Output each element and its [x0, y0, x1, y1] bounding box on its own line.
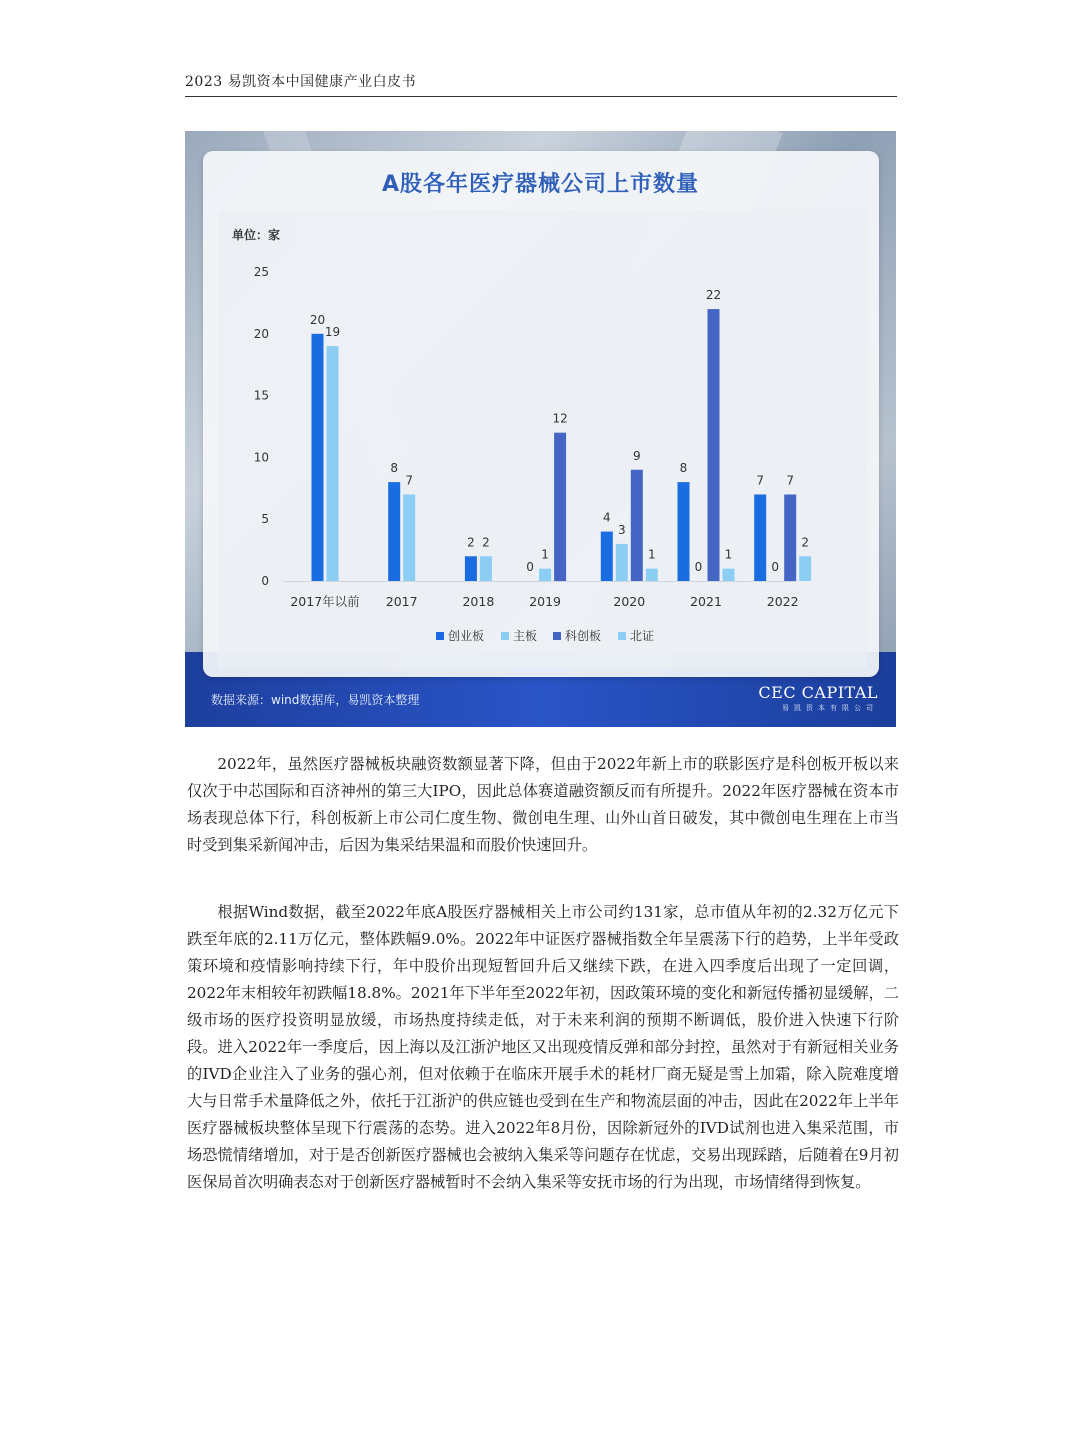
data-label: 2	[801, 535, 810, 550]
bar-科创板	[708, 309, 720, 581]
data-label: 7	[756, 473, 765, 488]
page-header	[185, 72, 897, 97]
bar-科创板	[784, 494, 796, 581]
data-label: 7	[786, 473, 795, 488]
bar-科创板	[554, 433, 566, 581]
y-tick-label: 5	[261, 512, 269, 527]
data-source: 数据来源：wind数据库，易凯资本整理	[211, 693, 420, 707]
x-tick-label: 2022	[766, 594, 799, 609]
data-label: 0	[526, 560, 534, 574]
data-label: 0	[694, 560, 703, 574]
unit-label: 单位：家	[232, 228, 281, 242]
bar-创业板	[678, 482, 690, 581]
data-label: 2	[467, 535, 475, 550]
legend-label: 创业板	[448, 629, 485, 643]
bar-北证	[799, 556, 811, 581]
bar-主板	[480, 556, 492, 581]
data-label: 7	[405, 473, 414, 488]
data-label: 4	[602, 510, 611, 525]
data-label: 12	[552, 411, 568, 426]
data-label: 19	[324, 325, 341, 340]
bar-主板	[403, 494, 415, 581]
bar-主板	[616, 544, 628, 581]
x-tick-label: 2017年以前	[290, 594, 360, 609]
data-label: 8	[390, 461, 399, 476]
chart-figure	[185, 131, 896, 727]
y-tick-label: 0	[261, 574, 269, 588]
bar-创业板	[312, 334, 324, 581]
data-label: 1	[724, 547, 733, 562]
y-tick-label: 10	[253, 450, 269, 465]
legend-label: 主板	[513, 629, 538, 643]
legend-label: 北证	[630, 629, 655, 643]
x-tick-label: 2017	[385, 594, 418, 609]
legend-swatch	[553, 632, 561, 640]
legend-swatch	[618, 632, 626, 640]
legend-swatch	[501, 632, 509, 640]
y-tick-label: 20	[253, 326, 269, 341]
bar-chart	[185, 131, 896, 727]
data-label: 3	[617, 522, 626, 537]
legend-label: 科创板	[565, 629, 602, 643]
legend-swatch	[436, 632, 444, 640]
x-tick-label: 2018	[462, 594, 495, 609]
x-tick-label: 2021	[690, 594, 722, 609]
bar-创业板	[388, 482, 400, 581]
chart-title: A股各年医疗器械公司上市数量	[381, 172, 700, 197]
bar-主板	[539, 569, 551, 581]
bar-北证	[723, 569, 735, 581]
data-label: 9	[632, 448, 641, 463]
x-tick-label: 2019	[529, 594, 562, 609]
x-tick-label: 2020	[613, 594, 646, 609]
bar-创业板	[601, 532, 613, 581]
brand-logo	[758, 683, 878, 713]
brand-subtitle: 易凯资本有限公司	[782, 704, 878, 712]
data-label: 20	[309, 312, 326, 327]
y-tick-label: 25	[253, 265, 269, 279]
data-label: 8	[679, 461, 688, 476]
data-label: 22	[705, 288, 722, 303]
bar-主板	[327, 346, 339, 581]
bar-创业板	[465, 556, 477, 581]
bar-北证	[646, 569, 658, 581]
paragraph: 根据Wind数据，截至2022年底A股医疗器械相关上市公司约131家，总市值从年初的2.32万亿元下跌至年底的2.11万亿元，整体跌幅9.0%。2022年中证医疗器械指数全年呈震荡下行的趋势，上半年受政策环境和疫情影响持续下行，年中股价出现短暂回升后又继续下跌，在进入四季度后出现了一定回调，2022年末相较年初跌幅18.8%。2021年下半年至2022年初，因政策环境的变化和新冠传播初显缓解，二级市场的医疗投资明显放缓，市场热度持续走低，对于未来利润的预期不断调低，股价进入快速下行阶段。进入2022年一季度后，因上海以及江浙沪地区又出现疫情反弹和部分封控，虽然对于有新冠相关业务的IVD企业注入了业务的强心剂，但对依赖于在临床开展手术的耗材厂商无疑是雪上加霜，除入院难度增大与日常手术量降低之外，依托于江浙沪的供应链也受到在生产和物流层面的冲击，因此在2022年上半年医疗器械板块整体呈现下行震荡的态势。进入2022年8月份，因除新冠外的IVD试剂也进入集采范围，市场恐慌情绪增加，对于是否创新医疗器械也会被纳入集采等问题存在忧虑，交易出现踩踏，后随着在9月初医保局首次明确表态对于创新医疗器械暂时不会纳入集采等安抚市场的行为出现，市场情绪得到恢复。	[187, 903, 899, 1191]
bar-科创板	[631, 470, 643, 581]
paragraph: 2022年，虽然医疗器械板块融资数额显著下降，但由于2022年新上市的联影医疗是科创板开板以来仅次于中芯国际和百济神州的第三大IPO，因此总体赛道融资额反而有所提升。2022年医疗器械在资本市场表现总体下行，科创板新上市公司仁度生物、微创电生理、山外山首日破发，其中微创电生理在上市当时受到集采新闻冲击，后因为集采结果温和而股价快速回升。	[187, 755, 899, 854]
brand-name: CEC CAPITAL	[758, 683, 878, 702]
y-tick-label: 15	[253, 388, 269, 403]
data-label: 2	[482, 535, 490, 550]
data-label: 1	[541, 547, 549, 562]
data-label: 1	[647, 547, 656, 562]
data-label: 0	[771, 560, 780, 574]
bar-创业板	[754, 494, 766, 581]
header-title: 2023 易凯资本中国健康产业白皮书	[185, 74, 417, 90]
